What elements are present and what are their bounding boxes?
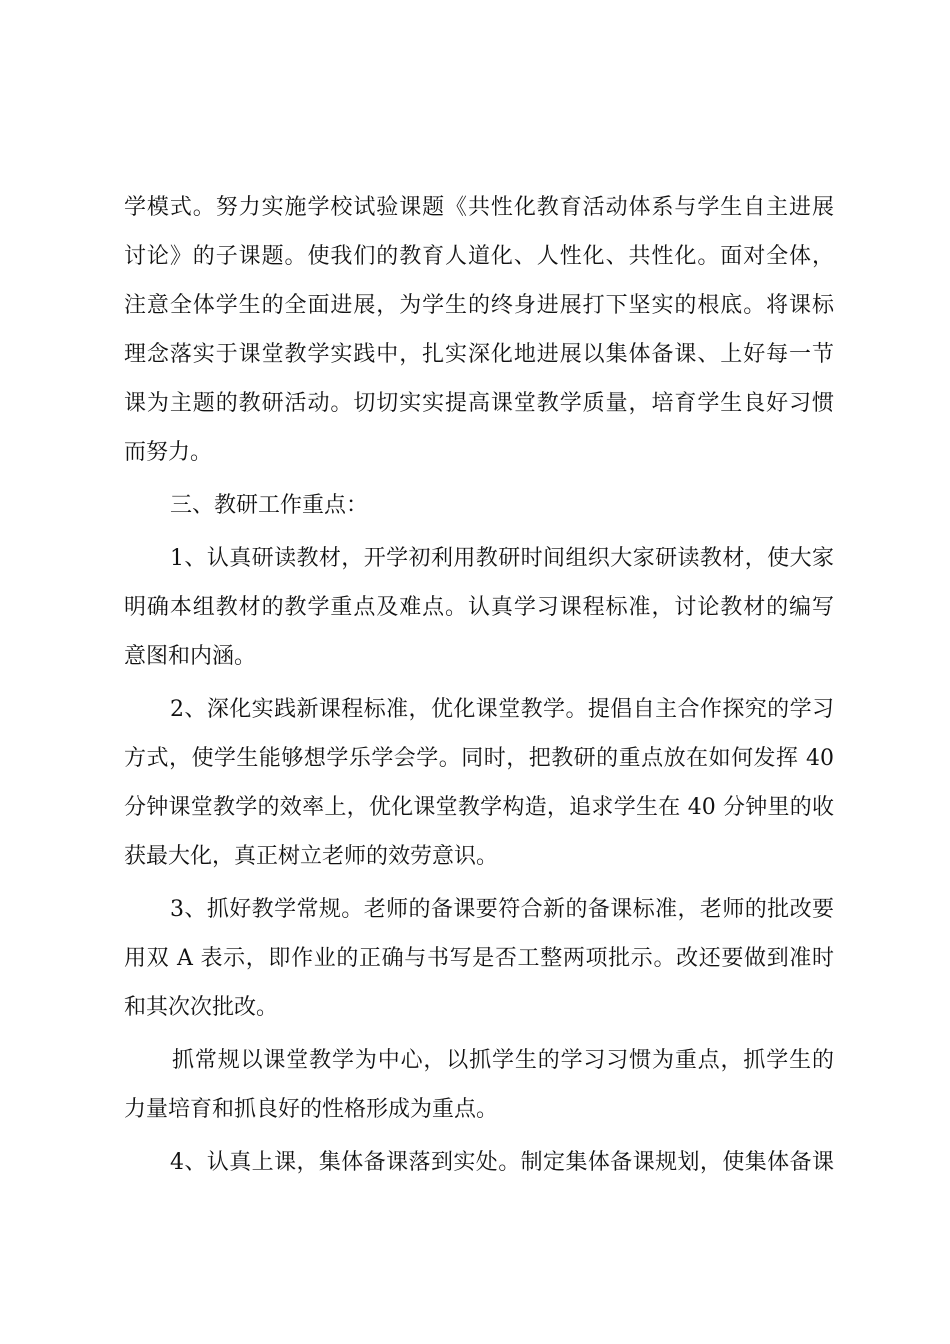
text-line: 4、认真上课，集体备课落到实处。制定集体备课规划，使集体备课 — [170, 1150, 834, 1175]
text-line: 用双 A 表示，即作业的正确与书写是否工整两项批示。改还要做到准时 — [124, 946, 834, 971]
text-line: 3、抓好教学常规。老师的备课要符合新的备课标准，老师的批改要 — [170, 897, 834, 922]
text-line: 力量培育和抓良好的性格形成为重点。 — [124, 1097, 499, 1122]
text-line: 课为主题的教研活动。切切实实提高课堂教学质量，培育学生良好习惯 — [124, 391, 834, 416]
text-line: 理念落实于课堂教学实践中，扎实深化地进展以集体备课、上好每一节 — [124, 342, 834, 367]
text-line: 学模式。努力实施学校试验课题《共性化教育活动体系与学生自主进展 — [124, 195, 834, 220]
text-line: 2、深化实践新课程标准，优化课堂教学。提倡自主合作探究的学习 — [170, 697, 834, 722]
text-line: 注意全体学生的全面进展，为学生的终身进展打下坚实的根底。将课标 — [124, 293, 834, 318]
text-line: 分钟课堂教学的效率上，优化课堂教学构造，追求学生在 40 分钟里的收 — [124, 795, 834, 820]
text-line: 明确本组教材的教学重点及难点。认真学习课程标准，讨论教材的编写 — [124, 595, 834, 620]
text-line: 方式，使学生能够想学乐学会学。同时，把教研的重点放在如何发挥 40 — [124, 746, 834, 771]
text-line: 和其次次批改。 — [124, 995, 279, 1020]
section-heading: 三、教研工作重点： — [170, 493, 369, 518]
text-line: 而努力。 — [124, 440, 213, 465]
text-line: 获最大化，真正树立老师的效劳意识。 — [124, 844, 499, 869]
text-line: 1、认真研读教材，开学初利用教研时间组织大家研读教材，使大家 — [170, 546, 834, 571]
text-line: 抓常规以课堂教学为中心，以抓学生的学习习惯为重点，抓学生的 — [172, 1048, 834, 1073]
text-line: 意图和内涵。 — [124, 644, 257, 669]
text-line: 讨论》的子课题。使我们的教育人道化、人性化、共性化。面对全体， — [124, 244, 834, 269]
